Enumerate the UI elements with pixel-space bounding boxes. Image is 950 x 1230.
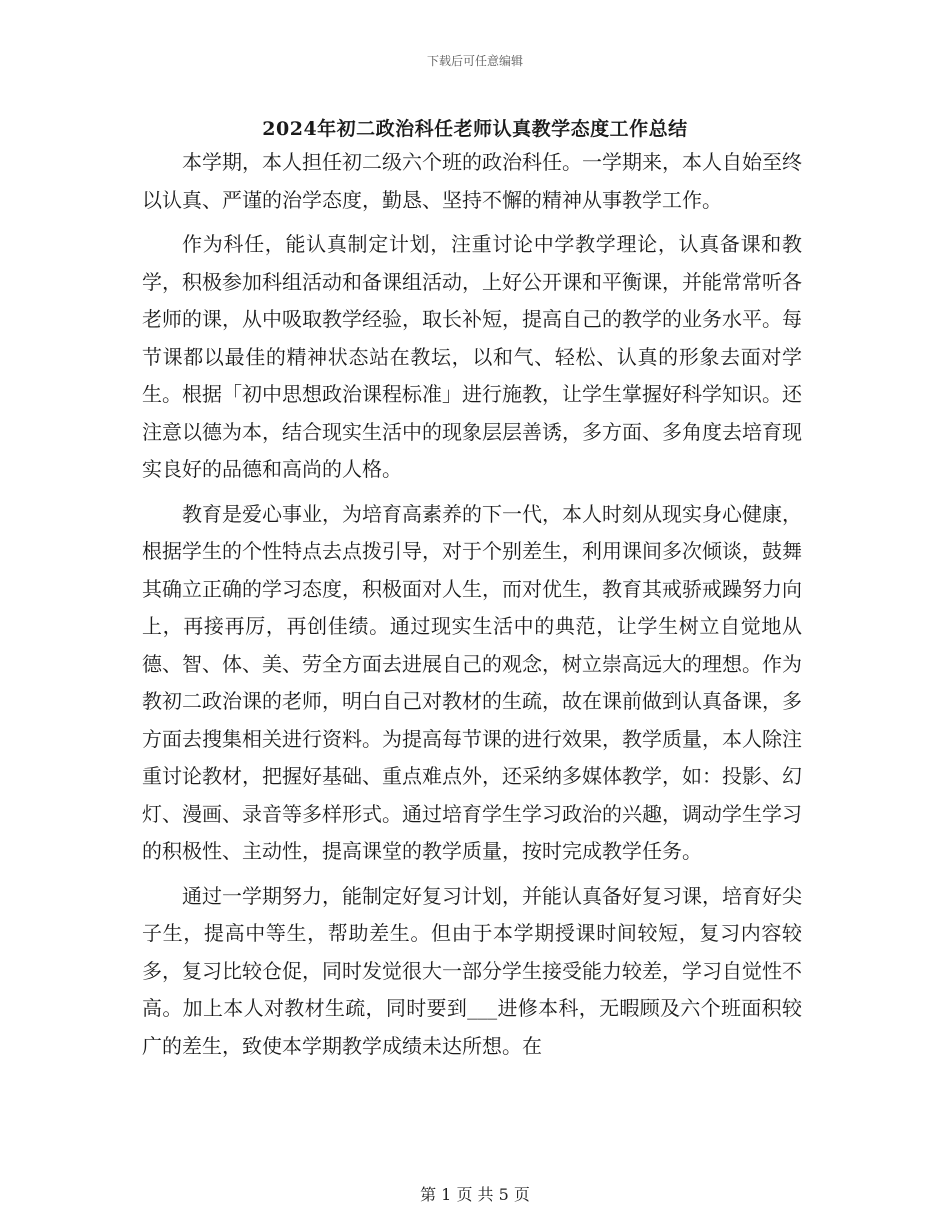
page-header-note: 下载后可任意编辑 <box>426 54 523 68</box>
paragraph: 教育是爱心事业，为培育高素养的下一代，本人时刻从现实身心健康，根据学生的个性特点去点拨引导，对于个别差生，利用课间多次倾谈，鼓舞其确立正确的学习态度，积极面对人生，而对优生，教育其戒骄戒躁努力向上，再接再厉，再创佳绩。通过现实生活中的典范，让学生树立自觉地从德、智、体、美、劳全方面去进展自己的观念，树立崇高远大的理想。作为教初二政治课的老师，明白自己对教材的生疏，故在课前做到认真备课，多方面去搜集相关进行资料。为提高每节课的进行效果，教学质量，本人除注重讨论教材，把握好基础、重点难点外，还采纳多媒体教学，如：投影、幻灯、漫画、录音等多样形式。通过培育学生学习政治的兴趣，调动学生学习的积极性、主动性，提高课堂的教学质量，按时完成教学任务。 <box>142 501 802 863</box>
paragraph: 本学期，本人担任初二级六个班的政治科任。一学期来，本人自始至终以认真、严谨的治学态度，勤恳、坚持不懈的精神从事教学工作。 <box>142 150 802 212</box>
document-title: 2024年初二政治科任老师认真教学态度工作总结 <box>262 118 688 140</box>
paragraph: 通过一学期努力，能制定好复习计划，并能认真备好复习课，培育好尖子生，提高中等生，帮助差生。但由于本学期授课时间较短，复习内容较多，复习比较仓促，同时发觉很大一部分学生接受能力较差，学习自觉性不高。加上本人对教材生疏，同时要到___进修本科，无暇顾及六个班面积较广的差生，致使本学期教学成绩未达所想。在 <box>142 883 802 1058</box>
page-number-footer: 第 1 页 共 5 页 <box>420 1185 530 1204</box>
document-body <box>142 144 802 1072</box>
paragraph: 作为科任，能认真制定计划，注重讨论中学教学理论，认真备课和教学，积极参加科组活动和备课组活动，上好公开课和平衡课，并能常常听各老师的课，从中吸取教学经验，取长补短，提高自己的教学的业务水平。每节课都以最佳的精神状态站在教坛，以和气、轻松、认真的形象去面对学生。根据「初中思想政治课程标准」进行施教，让学生掌握好科学知识。还注意以德为本，结合现实生活中的现象层层善诱，多方面、多角度去培育现实良好的品德和高尚的人格。 <box>142 232 802 481</box>
